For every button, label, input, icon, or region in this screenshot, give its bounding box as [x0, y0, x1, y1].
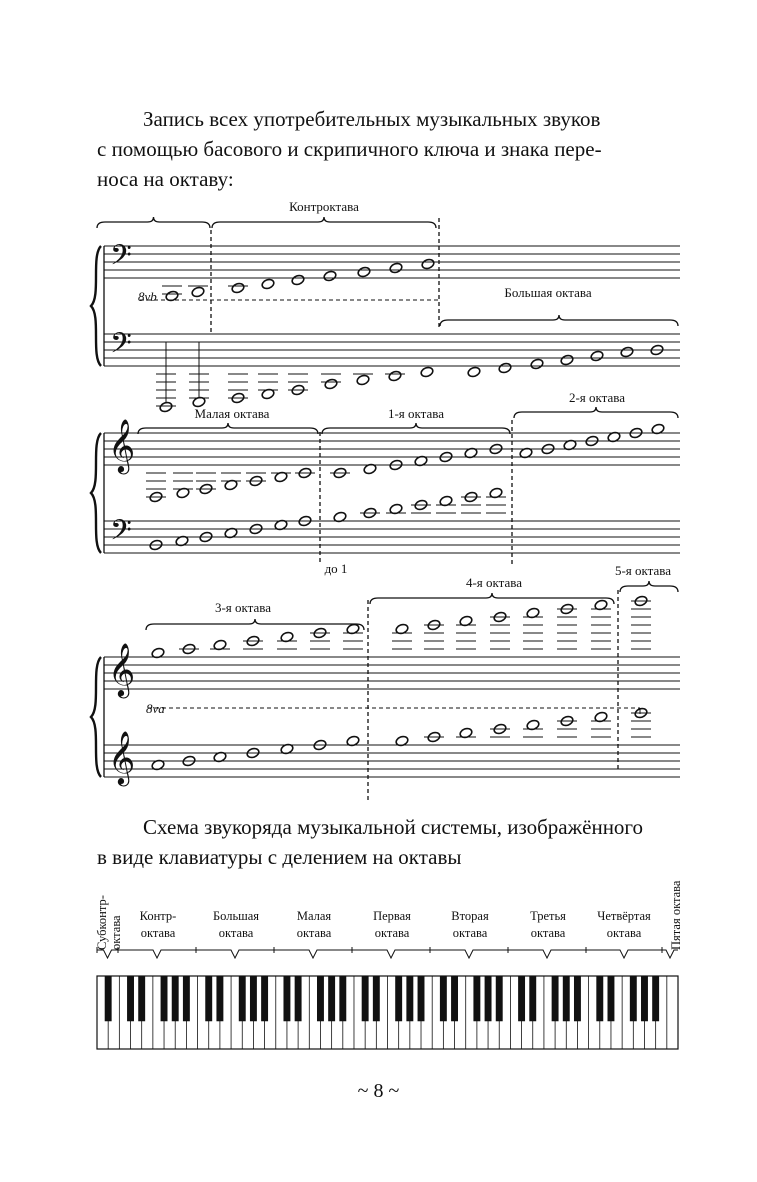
- note: [221, 473, 241, 491]
- system-1-brace: [91, 246, 101, 366]
- black-key: [630, 976, 637, 1021]
- kb-label-fourth-1: Четвёртая: [597, 909, 651, 923]
- label-bolshaya-oktava: Большая октава: [504, 285, 592, 300]
- kb-label-first-2: октава: [374, 926, 410, 940]
- black-key: [105, 976, 112, 1021]
- kb-label-small-2: октава: [296, 926, 332, 940]
- note: [392, 623, 412, 649]
- note: [421, 258, 435, 270]
- black-key: [161, 976, 168, 1021]
- black-key: [518, 976, 525, 1021]
- note: [386, 503, 406, 515]
- label-2-oktava: 2-я октава: [568, 390, 626, 405]
- octave-group-bracket: [586, 950, 662, 958]
- note: [243, 635, 263, 649]
- black-key: [652, 976, 659, 1021]
- note: [557, 715, 577, 737]
- note: [389, 262, 403, 274]
- intro-line-2: с помощью басового и скрипичного ключа и знака пере-: [97, 137, 602, 161]
- black-key: [607, 976, 614, 1021]
- notehead: [590, 350, 604, 362]
- note: [385, 370, 405, 382]
- note: [291, 274, 305, 286]
- note: [179, 643, 199, 655]
- note: [420, 366, 434, 378]
- black-key: [339, 976, 346, 1021]
- note: [228, 282, 248, 294]
- black-key: [183, 976, 190, 1021]
- black-key: [362, 976, 369, 1021]
- ottava-alta-mark: 8va: [146, 701, 165, 716]
- kb-label-third-1: Третья: [530, 909, 566, 923]
- note: [228, 374, 248, 404]
- black-key: [395, 976, 402, 1021]
- note: [620, 346, 634, 358]
- note: [498, 362, 512, 374]
- octave-group-bracket: [97, 950, 118, 958]
- note: [277, 631, 297, 649]
- notehead: [420, 366, 434, 378]
- note: [631, 707, 651, 737]
- octave-group-bracket: [196, 950, 274, 958]
- label-1-oktava: 1-я октава: [387, 406, 445, 421]
- note: [631, 595, 651, 649]
- note: [330, 467, 350, 479]
- kb-label-contra-2: октава: [140, 926, 176, 940]
- bracket-1-oktava: [322, 423, 510, 434]
- scheme-paragraph: [97, 812, 679, 872]
- black-key: [205, 976, 212, 1021]
- bracket-subcontra: [97, 217, 210, 228]
- intro-line-1: Запись всех употребительных музыкальных звуков: [143, 107, 601, 131]
- label-4-oktava: 4-я октава: [465, 575, 523, 590]
- note: [188, 286, 208, 298]
- notehead: [356, 374, 370, 386]
- note: [424, 731, 444, 743]
- label-5-oktava: 5-я октава: [614, 563, 672, 578]
- black-key: [172, 976, 179, 1021]
- black-key: [574, 976, 581, 1021]
- kb-label-second-2: октава: [452, 926, 488, 940]
- notehead: [261, 278, 275, 290]
- kb-label-great-2: октава: [218, 926, 254, 940]
- black-key: [373, 976, 380, 1021]
- kb-label-second-1: Вторая: [451, 909, 489, 923]
- notehead: [191, 286, 205, 298]
- octave-group-bracket: [274, 950, 352, 958]
- note: [343, 623, 363, 649]
- octave-group-bracket: [118, 950, 196, 958]
- black-key: [317, 976, 324, 1021]
- black-key: [250, 976, 257, 1021]
- label-malaya-oktava: Малая октава: [194, 406, 270, 421]
- kb-label-subcontra-2: октава: [109, 915, 123, 950]
- note: [456, 615, 476, 649]
- scheme-line-2: в виде клавиатуры с делением на октавы: [97, 845, 462, 869]
- system-1: [91, 217, 680, 413]
- system-2: [91, 407, 680, 565]
- kb-label-subcontra-1: Субконтр-: [95, 895, 109, 950]
- notehead: [357, 266, 371, 278]
- bass-clef-icon: 𝄢: [110, 327, 132, 367]
- note: [271, 471, 291, 483]
- black-key: [216, 976, 223, 1021]
- page-number: ~ 8 ~: [357, 1080, 400, 1102]
- note: [258, 374, 278, 400]
- notehead: [388, 370, 402, 382]
- note: [436, 495, 456, 513]
- note: [461, 491, 481, 513]
- label-kontroktava: Контроктава: [289, 199, 359, 214]
- notehead: [421, 258, 435, 270]
- black-key: [473, 976, 480, 1021]
- note: [357, 266, 371, 278]
- note: [196, 473, 216, 495]
- bracket-4-oktava: [370, 593, 614, 604]
- octave-group-bracket: [352, 950, 430, 958]
- bass-clef-icon: 𝄢: [110, 514, 132, 554]
- black-key: [138, 976, 145, 1021]
- kb-label-fourth-2: октава: [606, 926, 642, 940]
- black-key: [552, 976, 559, 1021]
- label-do-1: до 1: [324, 561, 348, 576]
- octave-group-bracket: [508, 950, 586, 958]
- notehead: [159, 401, 173, 413]
- note: [590, 350, 604, 362]
- note: [323, 270, 337, 282]
- note: [557, 603, 577, 649]
- note: [523, 607, 543, 649]
- black-key: [563, 976, 570, 1021]
- note: [467, 366, 481, 378]
- black-key: [239, 976, 246, 1021]
- intro-line-3: носа на октаву:: [97, 167, 234, 191]
- kb-label-third-2: октава: [530, 926, 566, 940]
- notehead: [231, 282, 245, 294]
- black-key: [127, 976, 134, 1021]
- note: [490, 723, 510, 737]
- bracket-malaya: [138, 423, 318, 434]
- black-key: [451, 976, 458, 1021]
- bracket-bolshaya: [440, 315, 678, 326]
- system-3: [91, 581, 680, 800]
- octave-group-bracket: [430, 950, 508, 958]
- note: [295, 467, 315, 479]
- black-key: [485, 976, 492, 1021]
- notehead: [560, 354, 574, 366]
- note: [173, 473, 193, 499]
- kb-label-fifth: Пятая октава: [669, 880, 683, 950]
- note: [456, 727, 476, 739]
- bracket-2-oktava: [514, 407, 678, 418]
- ottava-bassa-mark: 8vb: [138, 289, 157, 304]
- system-2-brace: [91, 433, 101, 553]
- system-3-brace: [91, 657, 101, 777]
- black-key: [406, 976, 413, 1021]
- black-key: [529, 976, 536, 1021]
- notehead: [389, 262, 403, 274]
- notehead: [498, 362, 512, 374]
- kb-label-contra-1: Контр-: [139, 909, 177, 923]
- black-key: [418, 976, 425, 1021]
- treble-clef-icon: 𝄞: [108, 730, 136, 784]
- bracket-kontroktava: [212, 217, 436, 228]
- kb-label-great-1: Большая: [212, 909, 260, 923]
- note: [486, 487, 506, 513]
- note: [360, 507, 380, 519]
- black-key: [283, 976, 290, 1021]
- note: [560, 354, 574, 366]
- octave-group-bracket: [662, 950, 678, 958]
- note: [261, 278, 275, 290]
- note: [321, 374, 341, 390]
- note: [523, 719, 543, 737]
- scheme-line-1: Схема звукоряда музыкальной системы, изображённого: [143, 815, 644, 839]
- note: [288, 374, 308, 396]
- note: [246, 473, 266, 487]
- kb-label-small-1: Малая: [296, 909, 332, 923]
- notehead: [291, 274, 305, 286]
- black-key: [440, 976, 447, 1021]
- note: [490, 611, 510, 649]
- notehead: [530, 358, 544, 370]
- black-key: [641, 976, 648, 1021]
- note: [411, 499, 431, 513]
- note: [424, 619, 444, 649]
- bracket-3-oktava: [146, 619, 364, 630]
- black-key: [295, 976, 302, 1021]
- bracket-5-oktava: [620, 581, 678, 592]
- black-key: [596, 976, 603, 1021]
- note: [591, 711, 611, 737]
- treble-clef-icon: 𝄞: [108, 642, 136, 696]
- note: [210, 639, 230, 651]
- black-key: [328, 976, 335, 1021]
- note: [310, 627, 330, 649]
- notehead: [620, 346, 634, 358]
- keyboard-labels: [95, 880, 683, 950]
- note: [146, 473, 166, 503]
- kb-label-first-1: Первая: [373, 909, 411, 923]
- note: [591, 599, 611, 649]
- bass-clef-icon: 𝄢: [110, 239, 132, 279]
- black-key: [496, 976, 503, 1021]
- note: [353, 374, 373, 386]
- black-key: [261, 976, 268, 1021]
- note: [530, 358, 544, 370]
- notehead: [467, 366, 481, 378]
- notehead: [324, 378, 338, 390]
- treble-clef-icon: 𝄞: [108, 418, 136, 472]
- notehead: [323, 270, 337, 282]
- keyboard-diagram: [97, 947, 678, 1049]
- label-3-oktava: 3-я октава: [214, 600, 272, 615]
